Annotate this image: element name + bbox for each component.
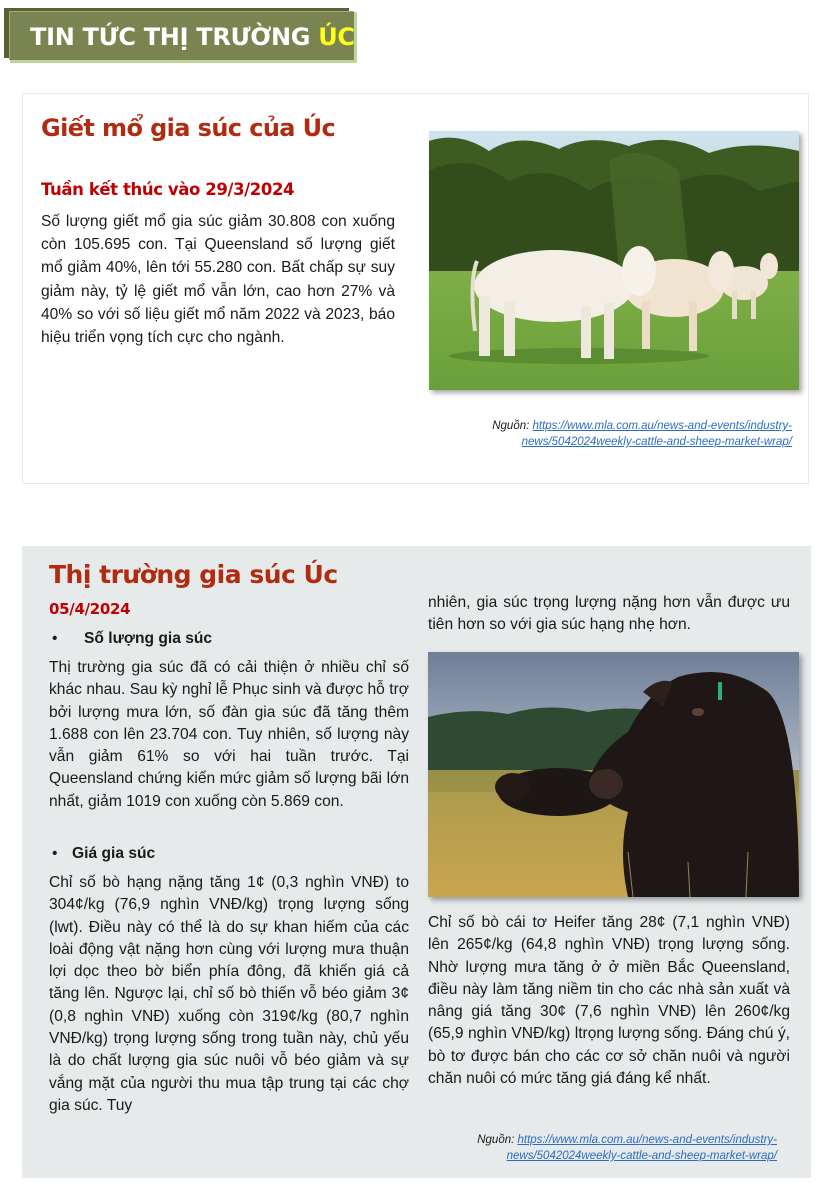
article-cattle-slaughter (22, 93, 809, 484)
source-label: Nguồn: (492, 420, 533, 432)
source-link[interactable]: https://www.mla.com.au/news-and-events/industry- news/5042024weekly-cattle-and-sheep-market-wrap/ (506, 1134, 777, 1162)
bullet-text: Số lượng gia súc (84, 630, 213, 647)
paragraph-cattle-numbers: Thị trường gia súc đã có cải thiện ở nhiều chỉ số khác nhau. Sau kỳ nghỉ lễ Phục sinh và được hỗ trợ bởi lượng mưa lớn, số đàn gia súc đã tăng thêm 1.688 con lên 23.704 con. Tuy nhiên, số lượng này vẫn giảm 61% so với hai tuần trước. Tại Queensland chứng kiến mức giảm số lượng bãi lớn nhất, giảm 1019 con xuống còn 5.869 con. (49, 659, 409, 810)
bullet-cattle-numbers (52, 630, 212, 648)
section-banner (4, 8, 357, 63)
paragraph-heifer-prices: Chỉ số bò cái tơ Heifer tăng 28¢ (7,1 nghìn VNĐ) lên 265¢/kg (64,8 nghìn VNĐ) trọng lượng sống. Nhờ lượng mưa tăng ở ở miền Bắc Queensland, điều này làm tăng niềm tin cho các nhà sản xuất và nâng giá tăng 30¢ (7,6 nghìn VNĐ) lên 260¢/kg (65,9 nghìn VNĐ/kg) ltrọng lượng sống. Đáng chú ý, bò tơ được bán cho các cơ sở chăn nuôi và người chăn nuôi có mức tăng giá đáng kể nhất. (428, 914, 790, 1088)
source-link[interactable]: https://www.mla.com.au/news-and-events/industry- news/5042024weekly-cattle-and-sheep-market-wrap/ (521, 420, 792, 448)
bullet-icon: • (52, 630, 58, 647)
black-cattle-photo (428, 652, 799, 897)
article-title: Giết mổ gia súc của Úc (41, 114, 336, 142)
bullet-icon: • (52, 845, 58, 862)
banner-face (9, 11, 354, 60)
article-source (387, 1132, 777, 1164)
banner-title-highlight: ÚC (318, 23, 355, 51)
article-cattle-market (22, 546, 811, 1178)
banner-title (30, 22, 355, 52)
paragraph-continued: nhiên, gia súc trọng lượng nặng hơn vẫn được ưu tiên hơn so với gia súc hạng nhẹ hơn. (428, 594, 790, 634)
article-date: 05/4/2024 (49, 600, 131, 618)
article-body: Số lượng giết mổ gia súc giảm 30.808 con xuống còn 105.695 con. Tại Queensland số lượng giết mổ giảm 40%, lên tới 55.280 con. Bất chấp sự suy giảm này, tỷ lệ giết mổ vẫn lớn, cao hơn 27% và 40% so với số liệu giết mổ năm 2022 và 2023, báo hiệu triển vọng tích cực cho ngành. (41, 213, 395, 347)
source-label: Nguồn: (477, 1134, 518, 1146)
article-source (412, 418, 792, 450)
article-subtitle: Tuần kết thúc vào 29/3/2024 (41, 180, 295, 199)
paragraph-cattle-prices: Chỉ số bò hạng nặng tăng 1¢ (0,3 nghìn VNĐ) to 304¢/kg (76,9 nghìn VNĐ/kg) trọng lượng sống (lwt). Điều này có thể là do sự khan hiếm của các loài động vật nặng hơn cùng với lượng mưa thuận lợi dọc theo bờ biển phía đông, đã khiến giá cả tăng lên. Ngược lại, chỉ số bò thiến vỗ béo giảm 3¢ (0,8 nghìn VNĐ) xuống còn 319¢/kg (80,7 nghìn VNĐ/kg) trọng lượng sống trong tuần này, chủ yếu là do chất lượng gia súc nuôi vỗ béo giảm và sự vắng mặt của người thu mua tập trung tại các chợ gia súc. Tuy (49, 874, 409, 1114)
white-cattle-photo (429, 131, 799, 390)
bullet-cattle-prices (52, 845, 155, 863)
banner-title-main: TIN TỨC THỊ TRƯỜNG (30, 23, 319, 51)
bullet-text: Giá gia súc (72, 845, 156, 862)
article-title: Thị trường gia súc Úc (49, 560, 338, 589)
